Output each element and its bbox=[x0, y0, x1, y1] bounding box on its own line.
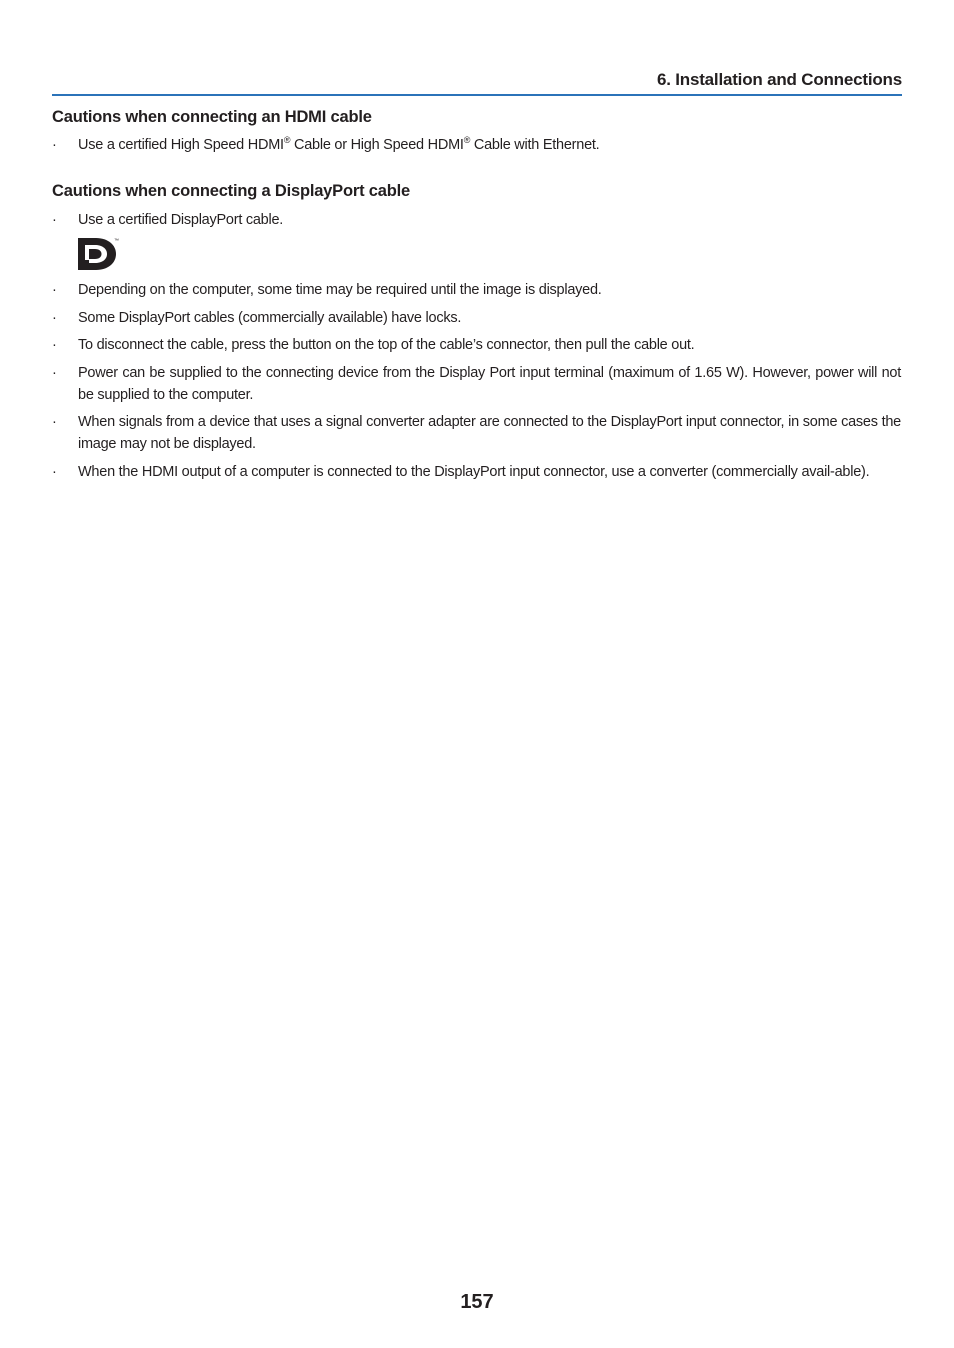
registered-mark: ® bbox=[463, 135, 471, 146]
bullet-text-part: Cable or High Speed HDMI bbox=[290, 137, 464, 153]
bullet-text: Depending on the computer, some time may be required until the image is displayed. bbox=[78, 282, 602, 298]
page-header bbox=[52, 68, 902, 96]
displayport-logo-icon bbox=[78, 236, 122, 272]
bullet-text: To disconnect the cable, press the button on the top of the cable’s connector, then pull the cable out. bbox=[78, 337, 695, 353]
page-number: 157 bbox=[460, 1291, 494, 1313]
bullet-text-part: Use a certified High Speed HDMI bbox=[78, 137, 284, 153]
displayport-section-heading: Cautions when connecting a DisplayPort cable bbox=[52, 182, 410, 200]
bullet-dot: · bbox=[52, 365, 57, 381]
bullet-dot: · bbox=[52, 337, 57, 353]
chapter-title: 6. Installation and Connections bbox=[656, 70, 902, 89]
bullet-dot: · bbox=[52, 310, 57, 326]
bullet-text bbox=[78, 134, 901, 156]
bullet-dot: · bbox=[52, 282, 57, 298]
bullet-text: Use a certified DisplayPort cable. bbox=[78, 212, 284, 228]
bullet-text: Some DisplayPort cables (commercially available) have locks. bbox=[78, 310, 462, 326]
bullet-text: When signals from a device that uses a signal converter adapter are connected to the DisplayPort input connector, in some cases the image may not be displayed. bbox=[78, 414, 901, 452]
registered-mark: ® bbox=[283, 135, 291, 146]
bullet-text-part: Cable with Ethernet. bbox=[470, 137, 600, 153]
bullet-text: Power can be supplied to the connecting device from the Display Port input terminal (maximum of 1.65 W). However, power will not be supplied to the computer. bbox=[78, 365, 901, 403]
bullet-dot: · bbox=[52, 464, 57, 480]
bullet-dot: · bbox=[52, 414, 57, 430]
bullet-text: When the HDMI output of a computer is connected to the DisplayPort input connector, use a converter (commercially avail-able). bbox=[78, 464, 870, 480]
trademark-mark: ™ bbox=[114, 238, 119, 244]
bullet-dot: · bbox=[52, 212, 57, 228]
displayport-logo-svg bbox=[78, 236, 122, 272]
bullet-dot: · bbox=[52, 137, 57, 153]
hdmi-section-heading: Cautions when connecting an HDMI cable bbox=[52, 108, 372, 126]
